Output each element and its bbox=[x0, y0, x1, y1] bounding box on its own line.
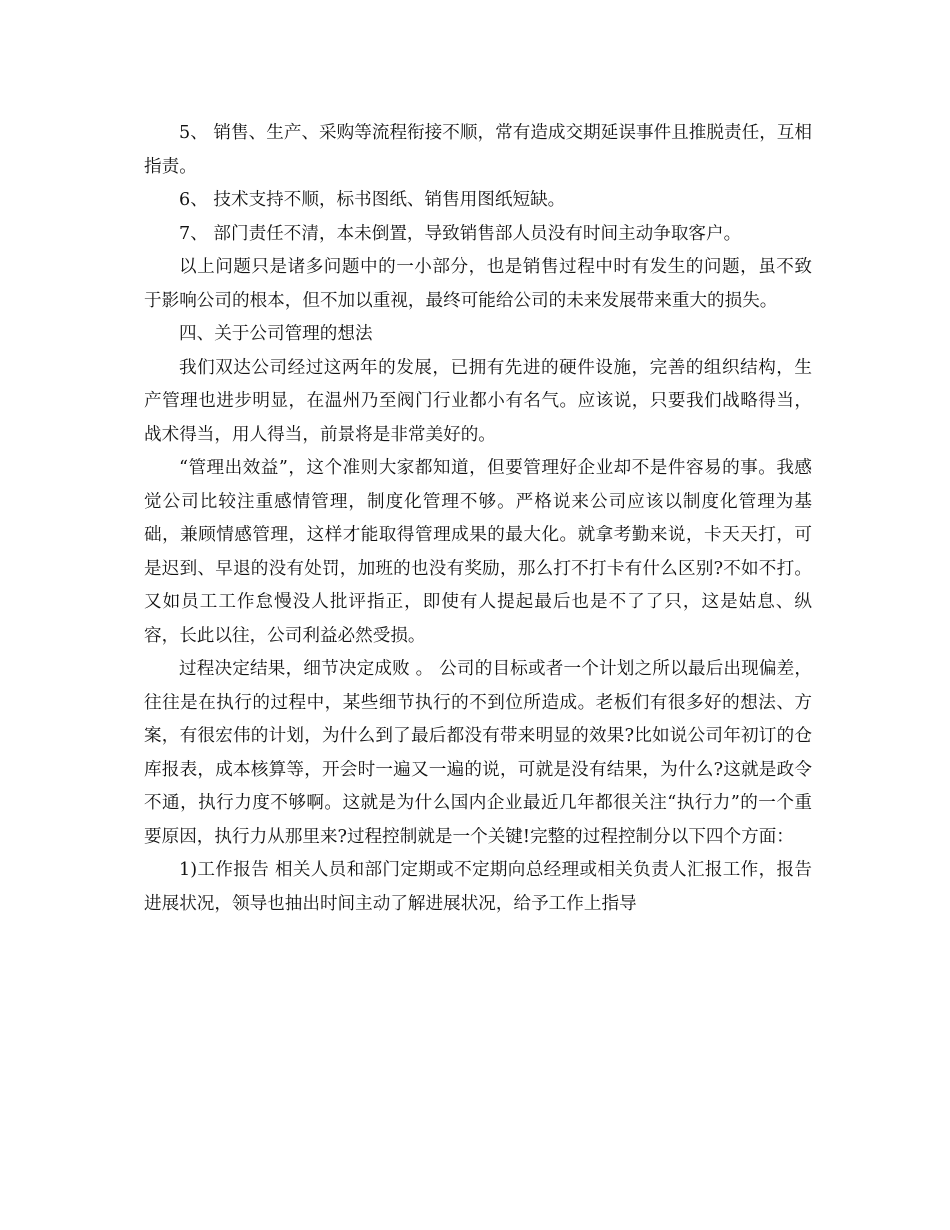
body-paragraph: “管理出效益”，这个准则大家都知道，但要管理好企业却不是件容易的事。我感觉公司比较注重感情管理，制度化管理不够。严格说来公司应该以制度化管理为基础，兼顾情感管理，这样才能取得管理成果的最大化。就拿考勤来说，卡天天打，可是迟到、早退的没有处罚，加班的也没有奖励，那么打不打卡有什么区别?不如不打。又如员工工作怠慢没人批评指正，即使有人提起最后也是不了了只，这是姑息、纵容，长此以往，公司利益必然受损。 bbox=[144, 458, 812, 646]
document-page bbox=[144, 117, 812, 921]
section-heading: 四、关于公司管理的想法 bbox=[179, 324, 373, 344]
body-paragraph: 过程决定结果，细节决定成败 。 公司的目标或者一个计划之所以最后出现偏差，往往是在执行的过程中，某些细节执行的不到位所造成。老板们有很多好的想法、方案，有很宏伟的计划，为什么到了最后都没有带来明显的效果?比如说公司年初订的仓库报表，成本核算等，开会时一遍又一遍的说，可就是没有结果，为什么?这就是政令不通，执行力度不够啊。这就是为什么国内企业最近几年都很关注“执行力”的一个重要原因，执行力从那里来?过程控制就是一个关键!完整的过程控制分以下四个方面： bbox=[144, 659, 812, 847]
body-paragraph: 我们双达公司经过这两年的发展，已拥有先进的硬件设施，完善的组织结构，生产管理也进步明显，在温州乃至阀门行业都小有名气。应该说，只要我们战略得当，战术得当，用人得当，前景将是非常美好的。 bbox=[144, 357, 812, 445]
summary-paragraph: 以上问题只是诸多问题中的一小部分，也是销售过程中时有发生的问题，虽不致于影响公司的根本，但不加以重视，最终可能给公司的未来发展带来重大的损失。 bbox=[144, 257, 812, 311]
list-item-6: 6、 技术支持不顺，标书图纸、销售用图纸短缺。 bbox=[179, 190, 566, 210]
body-paragraph: 1)工作报告 相关人员和部门定期或不定期向总经理或相关负责人汇报工作，报告进展状况，领导也抽出时间主动了解进展状况，给予工作上指导 bbox=[144, 860, 812, 914]
list-item-5: 5、 销售、生产、采购等流程衔接不顺，常有造成交期延误事件且推脱责任，互相指责。 bbox=[144, 123, 812, 177]
list-item-7: 7、 部门责任不清，本未倒置，导致销售部人员没有时间主动争取客户。 bbox=[179, 223, 742, 244]
